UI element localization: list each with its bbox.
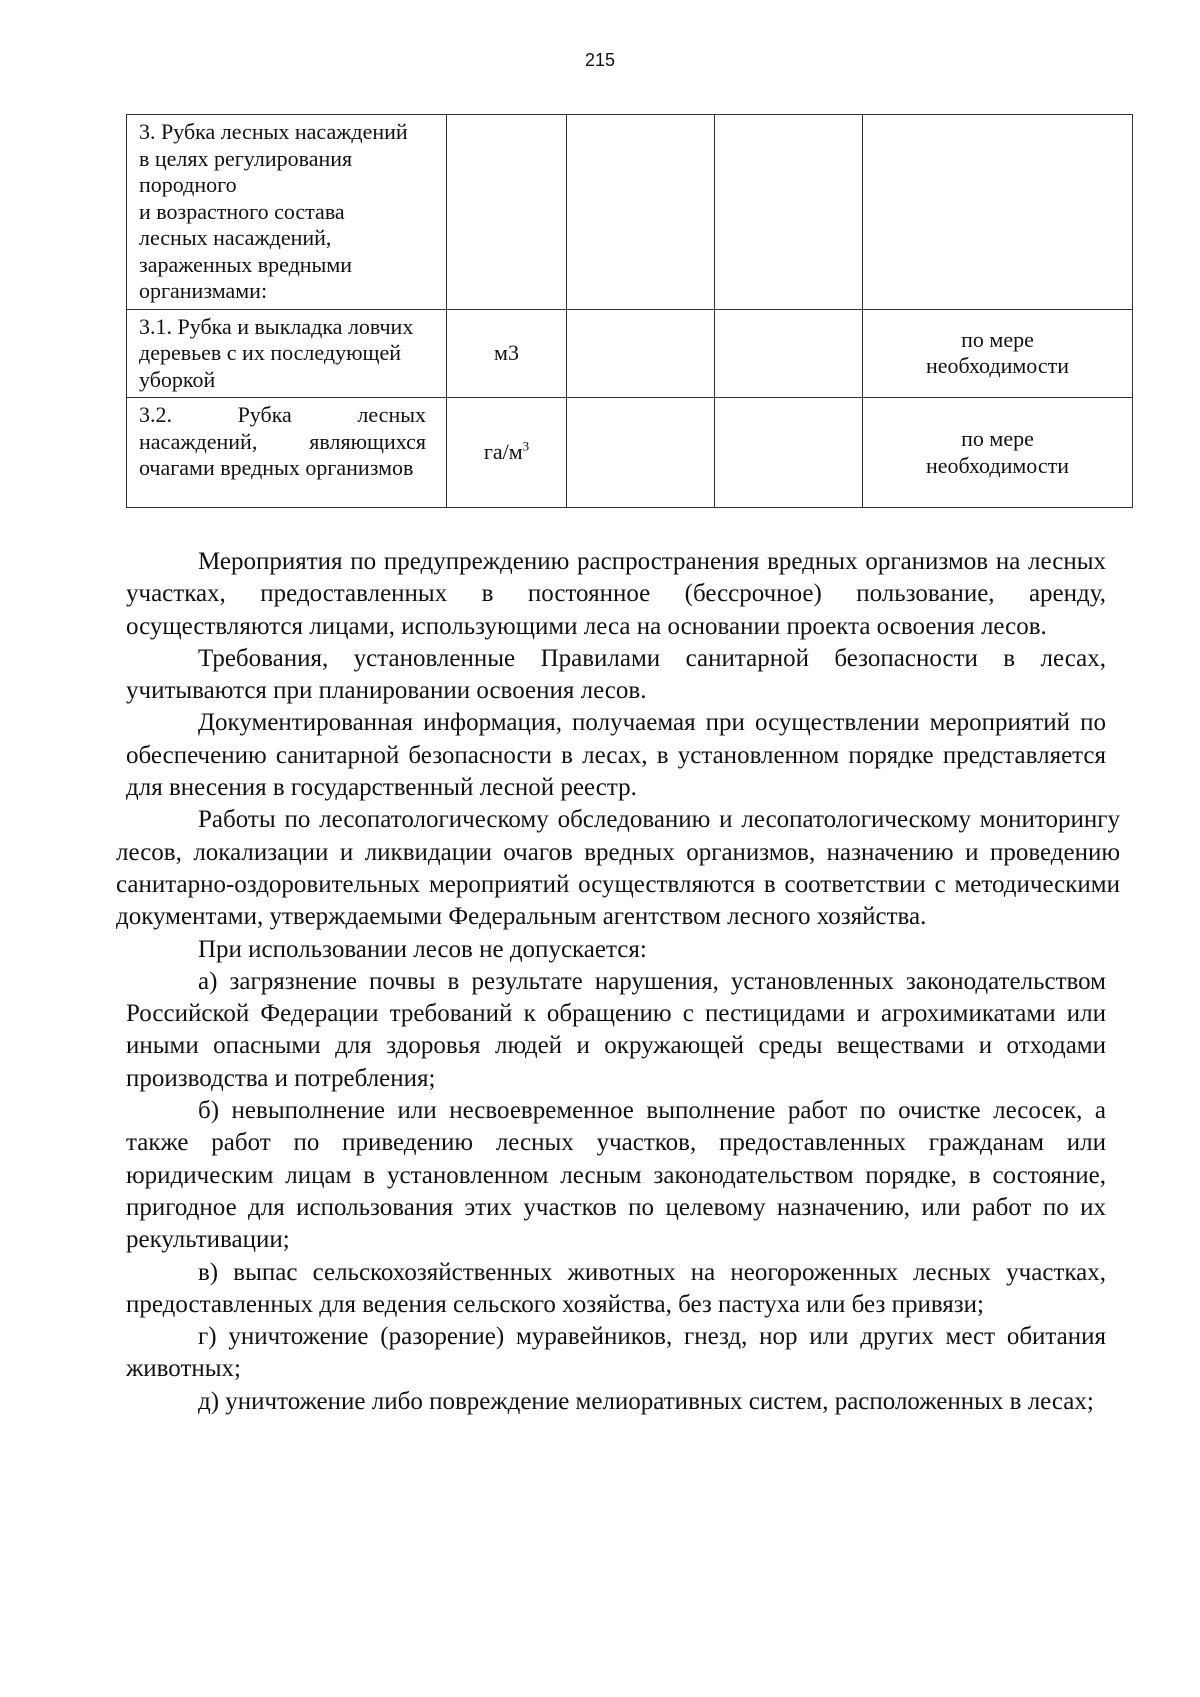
empty-cell xyxy=(715,309,863,398)
measure-name-cell xyxy=(127,115,447,310)
table-row xyxy=(127,115,1133,310)
list-item: а) загрязнение почвы в результате нарушения, установленных законодательством Российской Федерации требований к обращению с пестицидами и агрохимикатами или иными опасными для здоровья людей и окружающей среды веществами и отходами производства и потребления; xyxy=(126,967,1106,1092)
measure-name-last-line: очагами вредных организмов xyxy=(139,455,414,480)
measure-name-line: зараженных вредными xyxy=(139,251,353,277)
table-row xyxy=(127,398,1133,508)
measure-name-cell xyxy=(127,309,447,398)
empty-cell xyxy=(567,309,715,398)
paragraph: При использовании лесов не допускается: xyxy=(198,935,647,963)
unit-cell xyxy=(447,398,567,508)
paragraph: Работы по лесопатологическому обследованию и лесопатологическому мониторингу лесов, локализации и ликвидации очагов вредных организмов, назначению и проведению санитарно-оздоровительных мероприятий осуществляются в соответствии с методическими документами, утверждаемыми Федеральным агентством лесного хозяйства. xyxy=(116,806,1120,931)
measure-name-line: организмами: xyxy=(139,278,268,303)
measure-name-line: в целях регулирования xyxy=(139,145,353,171)
empty-cell xyxy=(567,115,715,310)
measure-name-line: породного xyxy=(139,172,237,197)
paragraph: Документированная информация, получаемая при осуществлении мероприятий по обеспечению санитарной безопасности в лесах, в установленном порядке представляется для внесения в государственный лесной реестр. xyxy=(126,709,1106,802)
measures-table xyxy=(126,114,1133,508)
measure-name-line: лесных насаждений, xyxy=(139,225,332,250)
measure-name-line: и возрастного состава xyxy=(139,198,345,224)
timing-cell xyxy=(863,115,1133,310)
timing-cell xyxy=(863,309,1133,398)
measure-name-text: 3.2. Рубка лесных насаждений, являющихся xyxy=(139,402,426,454)
table-row xyxy=(127,309,1133,398)
paragraph: Мероприятия по предупреждению распространения вредных организмов на лесных участках, предоставленных в постоянное (бессрочное) пользование, аренду, осуществляются лицами, использующими леса на основании проекта освоения лесов. xyxy=(126,548,1106,640)
timing-text: по мере необходимости xyxy=(925,426,1069,478)
unit-superscript: 3 xyxy=(522,438,530,454)
empty-cell xyxy=(715,398,863,508)
measure-name-line: уборкой xyxy=(139,366,216,392)
page-number: 215 xyxy=(584,50,616,70)
list-item: г) уничтожение (разорение) муравейников, гнезд, нор или других мест обитания животных; xyxy=(126,1323,1106,1383)
measure-name-line: деревьев с их последующей xyxy=(139,340,401,365)
unit-cell xyxy=(447,115,567,310)
timing-cell xyxy=(863,398,1133,508)
measure-name-line: 3.1. Рубка и выкладка ловчих xyxy=(139,313,414,339)
timing-text: по мере необходимости xyxy=(925,326,1069,379)
paragraph: Требования, установленные Правилами санитарной безопасности в лесах, учитываются при планировании освоения лесов. xyxy=(126,644,1106,705)
measure-name-cell xyxy=(127,398,447,508)
unit-cell: м3 xyxy=(447,309,567,398)
empty-cell xyxy=(715,115,863,310)
list-item: в) выпас сельскохозяйственных животных на неогороженных лесных участках, предоставленных для ведения сельского хозяйства, без пастуха или без привязи; xyxy=(126,1258,1106,1318)
list-item: б) невыполнение или несвоевременное выполнение работ по очистке лесосек, а также работ по приведению лесных участков, предоставленных гражданам или юридическим лицам в установленном лесным законодательством порядке, в состояние, пригодное для использования этих участков по целевому назначению, или работ по их рекультивации; xyxy=(126,1097,1106,1254)
list-item: д) уничтожение либо повреждение мелиоративных систем, расположенных в лесах; xyxy=(198,1387,1094,1415)
measure-name-line: 3. Рубка лесных насаждений xyxy=(139,119,408,144)
unit-text: га/м xyxy=(483,439,523,465)
empty-cell xyxy=(567,398,715,508)
body-text xyxy=(116,546,1120,1418)
